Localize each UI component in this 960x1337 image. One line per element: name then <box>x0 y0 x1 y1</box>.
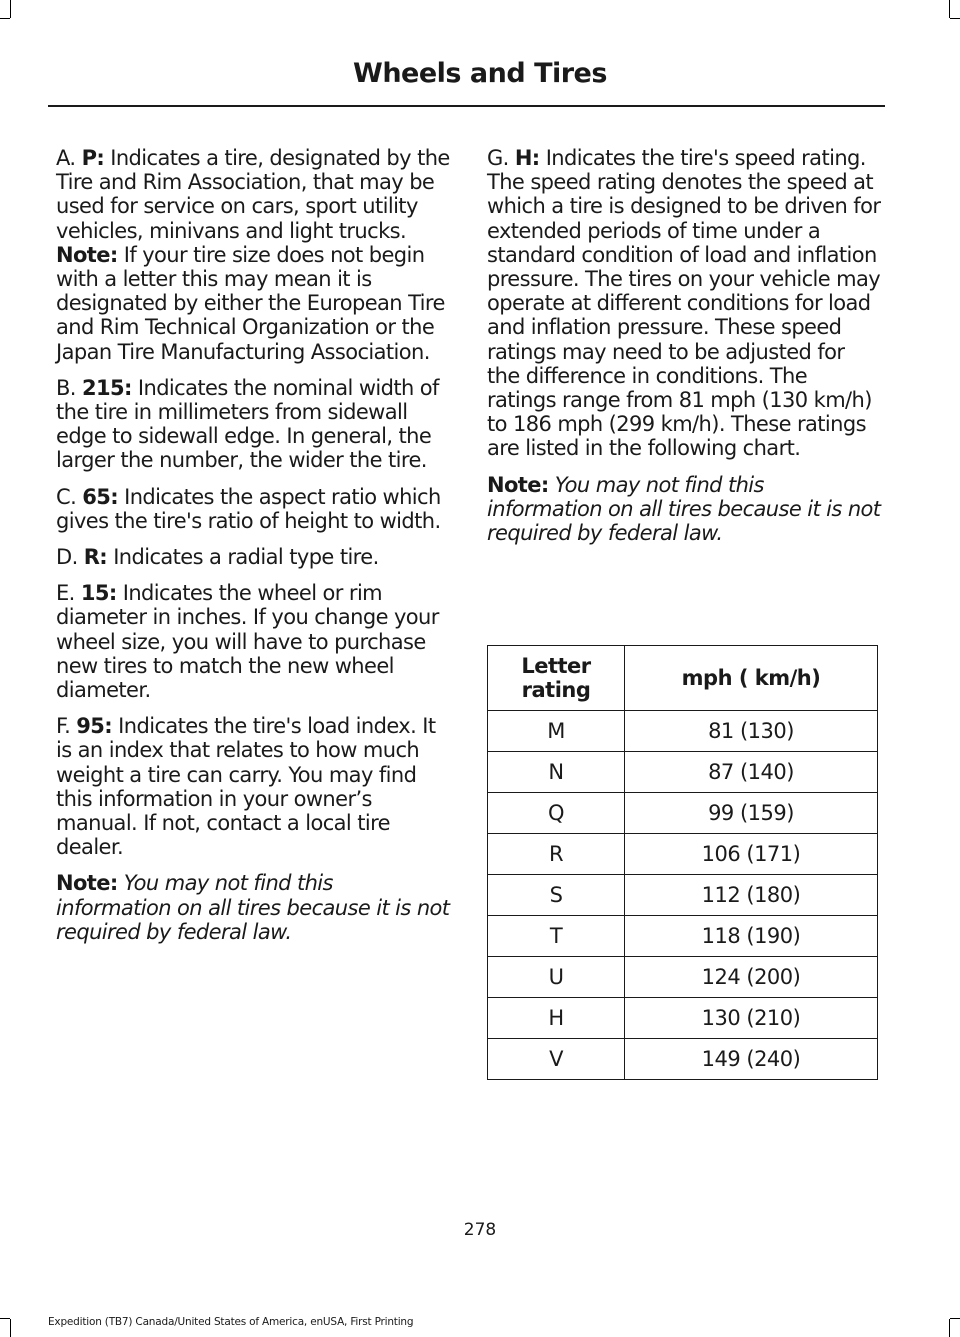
cell-letter-rating: T <box>488 916 625 957</box>
crop-mark <box>950 18 960 19</box>
page-number: 278 <box>463 1220 497 1240</box>
crop-mark <box>949 1319 950 1337</box>
table-row <box>488 957 878 998</box>
item-g: G. H: Indicates the tire's speed rating. The speed rating denotes the speed at which a tire is designed to be driven for extended periods of time under a standard condition of load and inflation pressure. The tires on your vehicle may operate at different conditions for load and inflation pressure. These speed ratings may need to be adjusted for the difference in conditions. The ratings range from 81 mph (130 km/h) to 186 mph (299 km/h). These ratings are listed in the following chart. <box>487 146 881 461</box>
left-note: Note: You may not find this information on all tires because it is not required by federal law. <box>56 871 450 944</box>
cell-speed: 87 (140) <box>625 752 878 793</box>
table-row <box>488 752 878 793</box>
cell-letter-rating: R <box>488 834 625 875</box>
cell-speed: 106 (171) <box>625 834 878 875</box>
header-mph-kmh: mph ( km/h) <box>625 646 878 711</box>
cell-letter-rating: M <box>488 711 625 752</box>
crop-mark <box>950 1318 960 1319</box>
cell-speed: 81 (130) <box>625 711 878 752</box>
cell-speed: 99 (159) <box>625 793 878 834</box>
cell-letter-rating: Q <box>488 793 625 834</box>
item-c: C. 65: Indicates the aspect ratio which gives the tire's ratio of height to width. <box>56 484 441 533</box>
item-f: F. 95: Indicates the tire's load index. It is an index that relates to how much weight a tire can carry. You may find this information in your owner’s manual. If not, contact a local tire dealer. <box>56 714 436 860</box>
crop-mark <box>0 18 10 19</box>
table-row <box>488 711 878 752</box>
item-b: B. 215: Indicates the nominal width of the tire in millimeters from sidewall edge to sidewall edge. In general, the larger the number, the wider the tire. <box>56 375 439 473</box>
table-row <box>488 1039 878 1080</box>
item-a: A. P: Indicates a tire, designated by the Tire and Rim Association, that may be used for service on cars, sport utility vehicles, minivans and light trucks. Note: If your tire size does not begin with a letter this may mean it is designated by either the European Tire and Rim Technical Organization or the Japan Tire Manufacturing Association. <box>56 146 450 364</box>
speed-rating-table <box>487 645 878 1080</box>
table-row <box>488 875 878 916</box>
cell-letter-rating: U <box>488 957 625 998</box>
cell-speed: 124 (200) <box>625 957 878 998</box>
right-note: Note: You may not find this information on all tires because it is not required by federal law. <box>487 472 881 546</box>
cell-speed: 112 (180) <box>625 875 878 916</box>
header-letter-rating: Letter rating <box>488 646 625 711</box>
crop-mark <box>10 1319 11 1337</box>
item-d: D. R: Indicates a radial type tire. <box>56 545 379 570</box>
cell-speed: 130 (210) <box>625 998 878 1039</box>
footer-text: Expedition (TB7) Canada/United States of America, enUSA, First Printing <box>48 1316 414 1328</box>
cell-letter-rating: V <box>488 1039 625 1080</box>
cell-letter-rating: H <box>488 998 625 1039</box>
crop-mark <box>10 0 11 18</box>
crop-mark <box>949 0 950 18</box>
right-column <box>487 146 882 557</box>
cell-speed: 118 (190) <box>625 916 878 957</box>
cell-letter-rating: S <box>488 875 625 916</box>
header-divider <box>48 105 885 107</box>
page-title: Wheels and Tires <box>353 58 607 89</box>
table-row <box>488 998 878 1039</box>
cell-letter-rating: N <box>488 752 625 793</box>
item-e: E. 15: Indicates the wheel or rim diameter in inches. If you change your wheel size, you will have to purchase new tires to match the new wheel diameter. <box>56 581 439 703</box>
crop-mark <box>0 1318 10 1319</box>
table-header-row <box>488 646 878 711</box>
table-row <box>488 916 878 957</box>
table-row <box>488 834 878 875</box>
left-column <box>56 146 451 956</box>
table-row <box>488 793 878 834</box>
cell-speed: 149 (240) <box>625 1039 878 1080</box>
